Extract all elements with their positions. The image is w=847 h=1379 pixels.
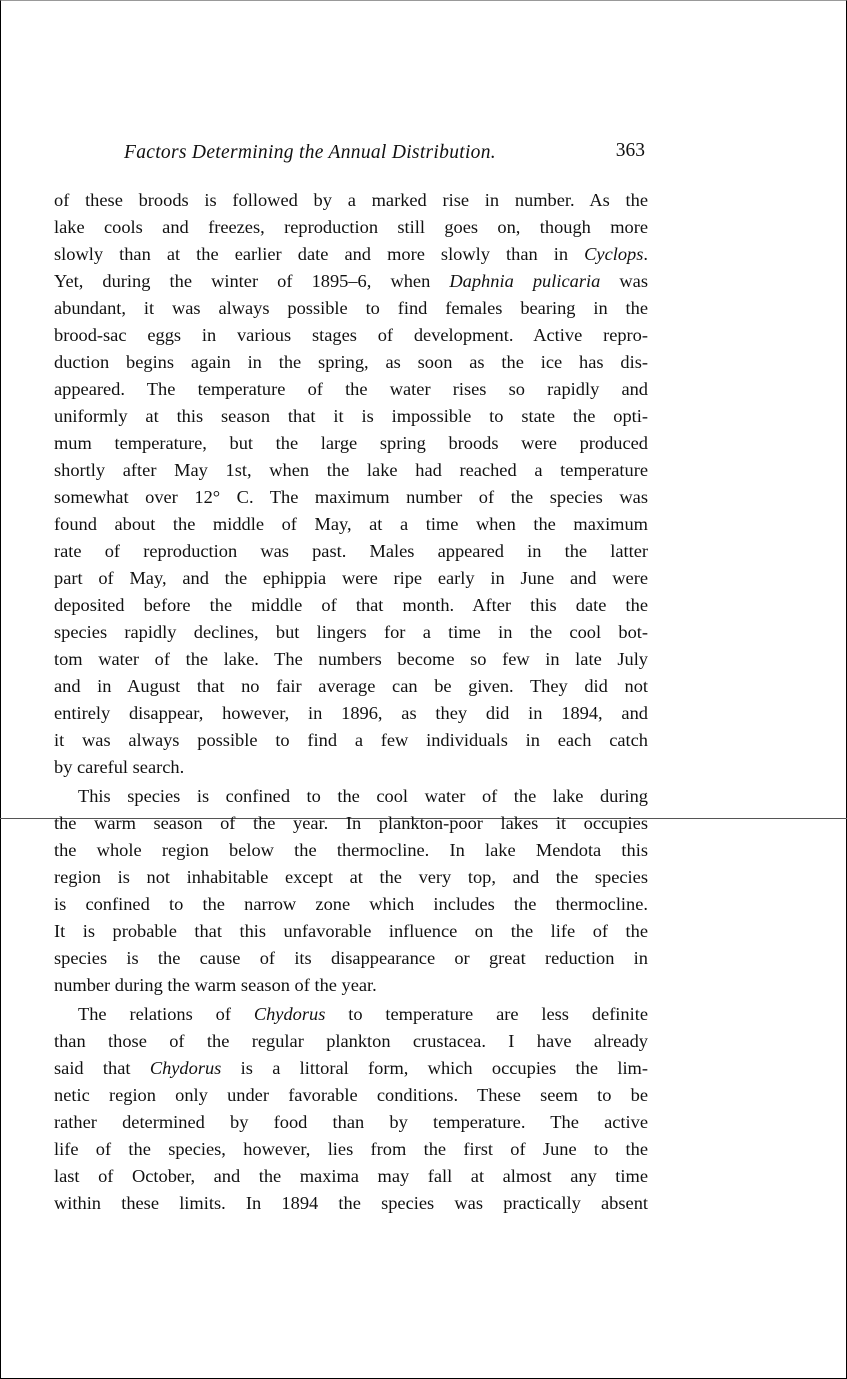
text-line: slowly than at the earlier date and more slowly than in Cyclops.: [54, 244, 648, 264]
text-line: netic region only under favorable conditions. These seem to be: [54, 1085, 648, 1105]
text-line: It is probable that this unfavorable influence on the life of the: [54, 921, 648, 941]
text-line: deposited before the middle of that month. After this date the: [54, 595, 648, 615]
text-line: of these broods is followed by a marked rise in number. As the: [54, 190, 648, 210]
text-line: rate of reproduction was past. Males appeared in the latter: [54, 541, 648, 561]
text-line: This species is confined to the cool water of the lake during: [78, 786, 648, 806]
text-line: the whole region below the thermocline. In lake Mendota this: [54, 840, 648, 860]
italic-term: Daphnia pulicaria: [449, 271, 601, 291]
text-line: rather determined by food than by temperature. The active: [54, 1112, 648, 1132]
text-line: than those of the regular plankton crustacea. I have already: [54, 1031, 648, 1051]
text-line: duction begins again in the spring, as soon as the ice has dis-: [54, 352, 648, 372]
text-line: said that Chydorus is a littoral form, which occupies the lim-: [54, 1058, 648, 1078]
text-line: appeared. The temperature of the water rises so rapidly and: [54, 379, 648, 399]
paragraph: [54, 783, 648, 999]
page-number: 363: [615, 140, 645, 161]
text-line: found about the middle of May, at a time when the maximum: [54, 514, 648, 534]
text-line: tom water of the lake. The numbers become so few in late July: [54, 649, 648, 669]
text-line: species is the cause of its disappearance or great reduction in: [54, 948, 648, 968]
text-line: number during the warm season of the year.: [54, 975, 377, 995]
body-text: [54, 187, 648, 1219]
text-line: lake cools and freezes, reproduction still goes on, though more: [54, 217, 648, 237]
running-header: [120, 140, 645, 170]
text-line: somewhat over 12° C. The maximum number of the species was: [54, 487, 648, 507]
text-line: shortly after May 1st, when the lake had reached a temperature: [54, 460, 648, 480]
text-line: is confined to the narrow zone which includes the thermocline.: [54, 894, 648, 914]
text-line: life of the species, however, lies from the first of June to the: [54, 1139, 648, 1159]
running-title: Factors Determining the Annual Distribution.: [124, 142, 496, 163]
text-line: last of October, and the maxima may fall at almost any time: [54, 1166, 648, 1186]
italic-term: Chydorus: [253, 1004, 326, 1024]
italic-term: Cyclops: [584, 244, 644, 264]
text-line: by careful search.: [54, 757, 185, 777]
text-line: the warm season of the year. In plankton-poor lakes it occupies: [54, 813, 648, 833]
italic-term: Chydorus: [149, 1058, 222, 1078]
text-line: The relations of Chydorus to temperature are less definite: [78, 1004, 648, 1024]
text-line: it was always possible to find a few individuals in each catch: [54, 730, 648, 750]
text-line: entirely disappear, however, in 1896, as they did in 1894, and: [54, 703, 648, 723]
paragraph: [54, 187, 648, 781]
text-line: mum temperature, but the large spring broods were produced: [54, 433, 648, 453]
text-line: uniformly at this season that it is impossible to state the opti-: [54, 406, 648, 426]
paragraph: [54, 1001, 648, 1217]
text-line: within these limits. In 1894 the species was practically absent: [54, 1193, 648, 1213]
text-line: region is not inhabitable except at the very top, and the species: [54, 867, 648, 887]
text-line: part of May, and the ephippia were ripe early in June and were: [54, 568, 648, 588]
text-line: and in August that no fair average can be given. They did not: [54, 676, 648, 696]
text-line: brood-sac eggs in various stages of development. Active repro-: [54, 325, 648, 345]
text-line: Yet, during the winter of 1895–6, when Daphnia pulicaria was: [54, 271, 648, 291]
text-line: abundant, it was always possible to find females bearing in the: [54, 298, 648, 318]
text-line: species rapidly declines, but lingers for a time in the cool bot-: [54, 622, 648, 642]
